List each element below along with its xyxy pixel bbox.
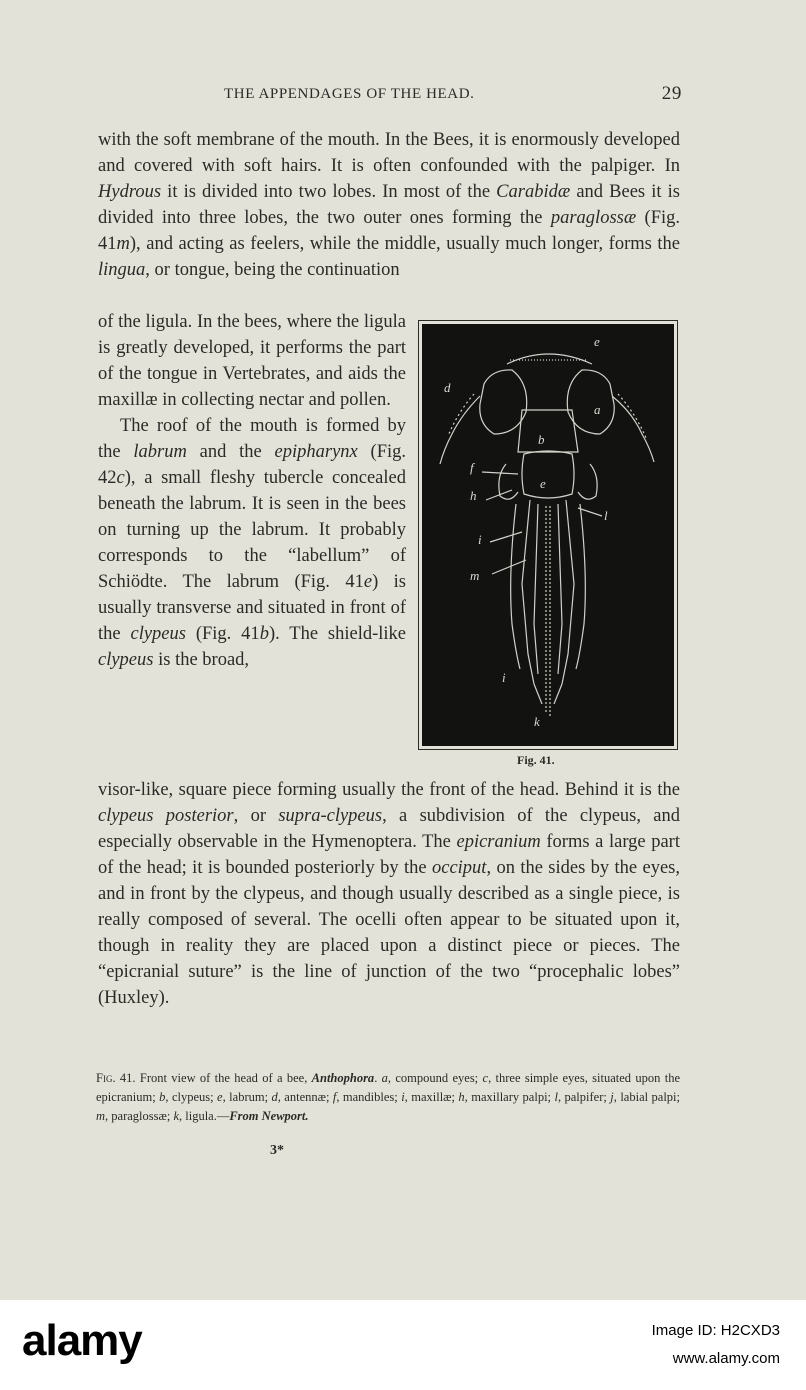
bee-head-engraving [422,324,674,746]
page-number: 29 [661,83,682,104]
signature-mark: 3* [270,1143,284,1158]
site-url: www.alamy.com [672,1350,780,1367]
figure-label-k: k [534,714,540,729]
figure-label-m: m [470,568,480,583]
running-title: THE APPENDAGES OF THE HEAD. [224,86,475,102]
figure-caption: Fig. 41. Front view of the head of a bee, Anthophora. a, compound eyes; c, three simple eyes, situated upon the epicranium; b, clypeus; e, labrum; d, antennæ; f, mandibles; i, maxillæ; h, maxillary palpi; l, palpifer; j, labial palpi; m, paraglossæ; k, ligula.—From Newport. [96,1071,681,1123]
figure-label-l: l [604,508,608,523]
image-id: Image ID: H2CXD3 [651,1322,780,1339]
paragraph-block-1 [98,127,680,283]
figure-label-b: b [538,432,545,447]
figure-label-i-upper: i [478,532,482,547]
paragraph: of the ligula. In the bees, where the ligula is greatly developed, it performs the part of the tongue in Vertebrates, and aids the maxillæ in collecting nectar and pollen. [98,312,406,410]
paragraph-block-2 [98,309,406,673]
paragraph-block-3 [98,777,680,1011]
watermark-footer [0,1300,806,1390]
figure-number-label: Fig. 41. [517,753,555,767]
figure-label-h: h [470,488,477,503]
paragraph: The roof of the mouth is formed by the labrum and the epipharynx (Fig. 42c), a small fleshy tubercle concealed beneath the labrum. It is seen in the bees on turning up the labrum. It probably corresponds to the “labellum” of Schiödte. The labrum (Fig. 41e) is usually transverse and situated in front of the clypeus (Fig. 41b). The shield-like clypeus is the broad, [98,416,406,670]
figure-label-f: f [470,460,474,475]
figure-label-e-top: e [594,334,600,349]
paragraph: visor-like, square piece forming usually the front of the head. Behind it is the clypeus posterior, or supra-clypeus, a subdivision of the clypeus, and especially observable in the Hymenoptera. The epicranium forms a large part of the head; it is bounded posteriorly by the occiput, on the sides by the eyes, and in front by the clypeus, and though usually described as a single piece, is really composed of several. The ocelli often appear to be situated upon it, though in reality they are placed upon a distinct piece or pieces. The “epicranial suture” is the line of junction of the two “procephalic lobes” (Huxley). [98,780,681,1008]
engraving-lines [440,354,654,716]
running-header [96,83,682,108]
figure-label-e-mid: e [540,476,546,491]
alamy-logo: alamy [22,1316,142,1365]
figure-label-d: d [444,380,451,395]
figure-41-plate [418,320,678,750]
figure-label-a: a [594,402,601,417]
figure-label-i-lower: i [502,670,506,685]
paragraph: with the soft membrane of the mouth. In the Bees, it is enormously developed and covered with soft hairs. It is often confounded with the palpiger. In Hydrous it is divided into two lobes. In most of the Carabidæ and Bees it is divided into three lobes, the two outer ones forming the paraglossæ (Fig. 41m), and acting as feelers, while the middle, usually much longer, forms the lingua, or tongue, being the continuation [98,130,681,280]
